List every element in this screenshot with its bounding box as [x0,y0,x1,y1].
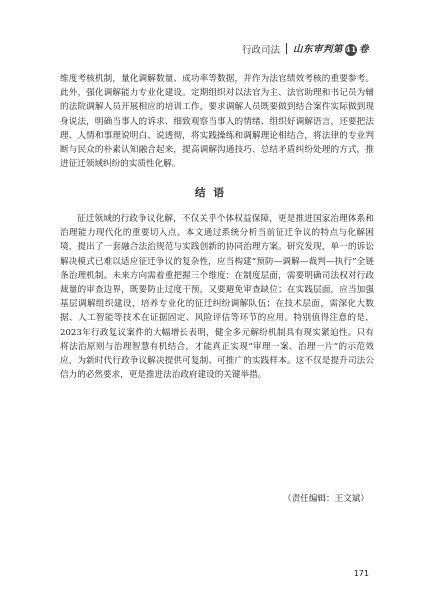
section-heading-conclusion: 结语 [195,187,232,199]
running-header [242,41,369,56]
journal-volume-suffix: 卷 [358,44,369,55]
header-journal-title [293,41,369,56]
responsible-editor-note: （责任编辑：王文斌） [283,494,369,504]
body-paragraph-1: 维度考核机制，量化调解数量、成功率等数据，并作为法官绩效考核的重要参考。此外，强化调解能力专业化建设。定期组织对以法官为主、法官助理和书记员为辅的法院调解人员开展相应的培训工作，要求调解人员既要做到结合案件实际做到现身说法，明确当事人的诉求、细致观察当事人的情绪、组织好调解语言，还要把法理、人情和事理说明白、说透彻，将实践操练和调解理论相结合，将法律的专业判断与民众的朴素认知融合起来，提高调解沟通技巧、总结矛盾纠纷处理的方式，推进征迁领域纠纷的实质性化解。 [60,74,374,170]
journal-name: 山东审判第 [292,44,343,55]
header-divider [286,43,287,54]
body-paragraph-2: 征迁领域的行政争议化解，不仅关乎个体权益保障，更是推进国家治理体系和治理能力现代化的重要切入点。本文通过系统分析当前征迁争议的特点与化解困境，提出了一套融合法治规范与实践创新的协同治理方案。研究发现，单一的诉讼解决模式已难以适应征迁争议的复杂性，应当构建“预防—调解—裁判—执行”全链条治理机制。未来方向需着重把握三个维度：在制度层面，需要明确司法权对行政裁量的审查边界，既要防止过度干预，又要避免审查缺位；在实践层面，应当加强基层调解组织建设，培养专业化的征迁纠纷调解队伍；在技术层面，需深化大数据、人工智能等技术在证据固定、风险评估等环节的应用。特别值得注意的是，2023年行政复议案件的大幅增长表明，健全多元解纷机制具有现实紧迫性。只有将法治原则与治理智慧有机结合，才能真正实现“审理一案、治理一片”的示范效应，为新时代行政争议解决提供可复制、可推广的实践样本。这不仅是提升司法公信力的必然要求，更是推进法治政府建设的关键举措。 [60,214,374,381]
header-section-label: 行政司法 [241,44,280,56]
page-number: 171 [353,569,369,578]
issue-number-badge: 41 [345,45,357,54]
